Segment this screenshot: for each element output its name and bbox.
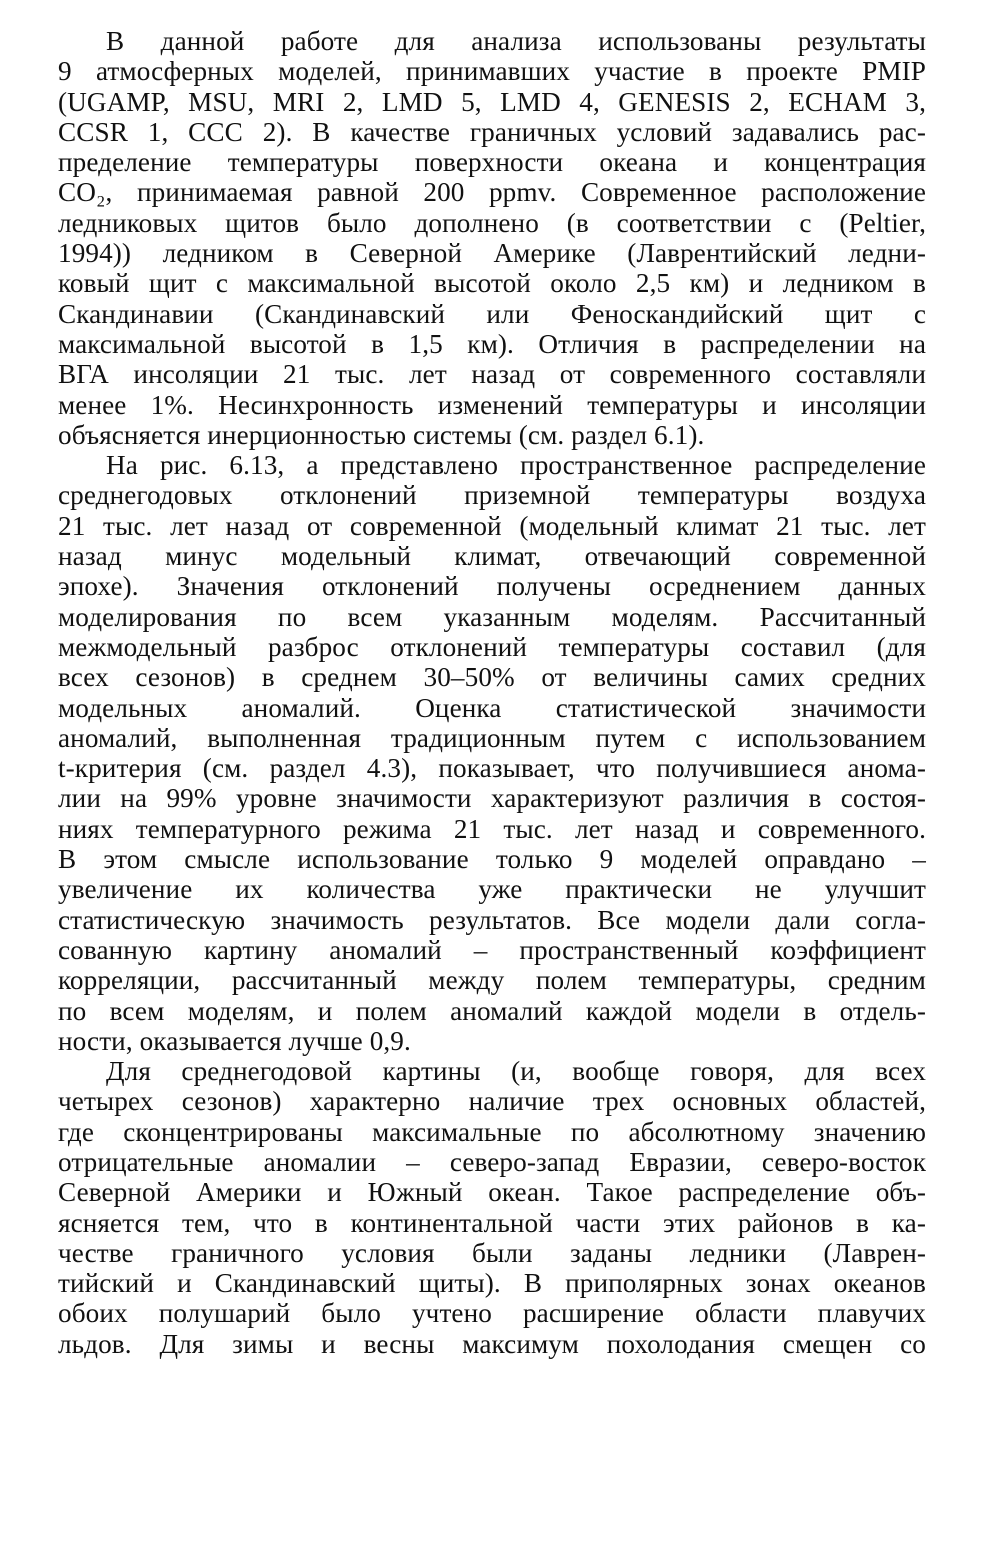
text-line: ниях температурного режима 21 тыс. лет назад и современного. (58, 813, 926, 844)
text-line: корреляции, рассчитанный между полем температуры, средним (58, 965, 926, 996)
paragraph-2 (58, 450, 926, 1056)
text-line: моделирования по всем указанным моделям. Рассчитанный (58, 601, 926, 632)
text-line: Для среднегодовой картины (и, вообще говоря, для всех (106, 1056, 926, 1087)
text-line: (UGAMP, MSU, MRI 2, LMD 5, LMD 4, GENESIS 2, ECHAM 3, (58, 86, 926, 117)
text-line: честве граничного условия были заданы ледники (Лаврен- (58, 1237, 926, 1268)
text-line: Северной Америки и Южный океан. Такое распределение объ- (58, 1177, 926, 1208)
text-line: ности, оказывается лучше 0,9. (58, 1025, 411, 1056)
text-line: Скандинавии (Скандинавский или Феноскандийский щит с (58, 298, 926, 329)
text-line: всех сезонов) в среднем 30–50% от величины самих средних (58, 662, 926, 693)
document-page (58, 26, 926, 1359)
text-line: обоих полушарий было учтено расширение области плавучих (58, 1298, 926, 1329)
text-line: отрицательные аномалии – северо-запад Евразии, северо-восток (58, 1146, 926, 1177)
text-line: статистическую значимость результатов. Все модели дали согла- (58, 904, 926, 935)
text-line: модельных аномалий. Оценка статистической значимости (58, 692, 926, 723)
text-line: CO₂, принимаемая равной 200 ppmv. Современное расположение (58, 177, 926, 208)
text-line: t-критерия (см. раздел 4.3), показывает, что получившиеся анома- (58, 753, 926, 784)
text-line: где сконцентрированы максимальные по абсолютному значению (58, 1116, 926, 1147)
text-line: лии на 99% уровне значимости характеризуют различия в состоя- (58, 783, 926, 814)
text-line: увеличение их количества уже практически не улучшит (58, 874, 926, 905)
text-line: ледниковых щитов было дополнено (в соответствии с (Peltier, (58, 207, 926, 238)
text-line: эпохе). Значения отклонений получены осреднением данных (58, 571, 926, 602)
text-line: по всем моделям, и полем аномалий каждой модели в отдель- (58, 995, 926, 1026)
text-line: 9 атмосферных моделей, принимавших участие в проекте PMIP (58, 56, 926, 87)
text-line: сованную картину аномалий – пространственный коэффициент (58, 934, 926, 965)
text-line: В этом смысле использование только 9 моделей оправдано – (58, 844, 926, 875)
text-line: межмодельный разброс отклонений температуры составил (для (58, 631, 926, 662)
text-line: ВГА инсоляции 21 тыс. лет назад от современного составляли (58, 359, 926, 390)
text-line: CCSR 1, CCC 2). В качестве граничных условий задавались рас- (58, 116, 926, 147)
paragraph-3 (58, 1056, 926, 1359)
text-line: ковый щит с максимальной высотой около 2,5 км) и ледником в (58, 268, 926, 299)
text-line: В данной работе для анализа использованы результаты (106, 26, 926, 56)
text-line: ясняется тем, что в континентальной части этих районов в ка- (58, 1207, 926, 1238)
text-line: льдов. Для зимы и весны максимум похолодания смещен со (58, 1328, 926, 1359)
text-line: На рис. 6.13, а представлено пространственное распределение (106, 450, 926, 481)
text-line: аномалий, выполненная традиционным путем с использованием (58, 722, 926, 753)
text-line: назад минус модельный климат, отвечающий современной (58, 541, 926, 572)
paragraph-1 (58, 26, 926, 450)
text-line: пределение температуры поверхности океана и концентрация (58, 147, 926, 178)
text-line: объясняется инерционностью системы (см. раздел 6.1). (58, 419, 705, 450)
text-line: 1994)) ледником в Северной Америке (Лаврентийский ледни- (58, 238, 926, 269)
text-line: 21 тыс. лет назад от современной (модельный климат 21 тыс. лет (58, 510, 926, 541)
text-line: менее 1%. Несинхронность изменений температуры и инсоляции (58, 389, 926, 420)
text-line: среднегодовых отклонений приземной температуры воздуха (58, 480, 926, 511)
text-line: максимальной высотой в 1,5 км). Отличия в распределении на (58, 328, 926, 359)
text-line: тийский и Скандинавский щиты). В приполярных зонах океанов (58, 1268, 926, 1299)
text-line: четырех сезонов) характерно наличие трех основных областей, (58, 1086, 926, 1117)
